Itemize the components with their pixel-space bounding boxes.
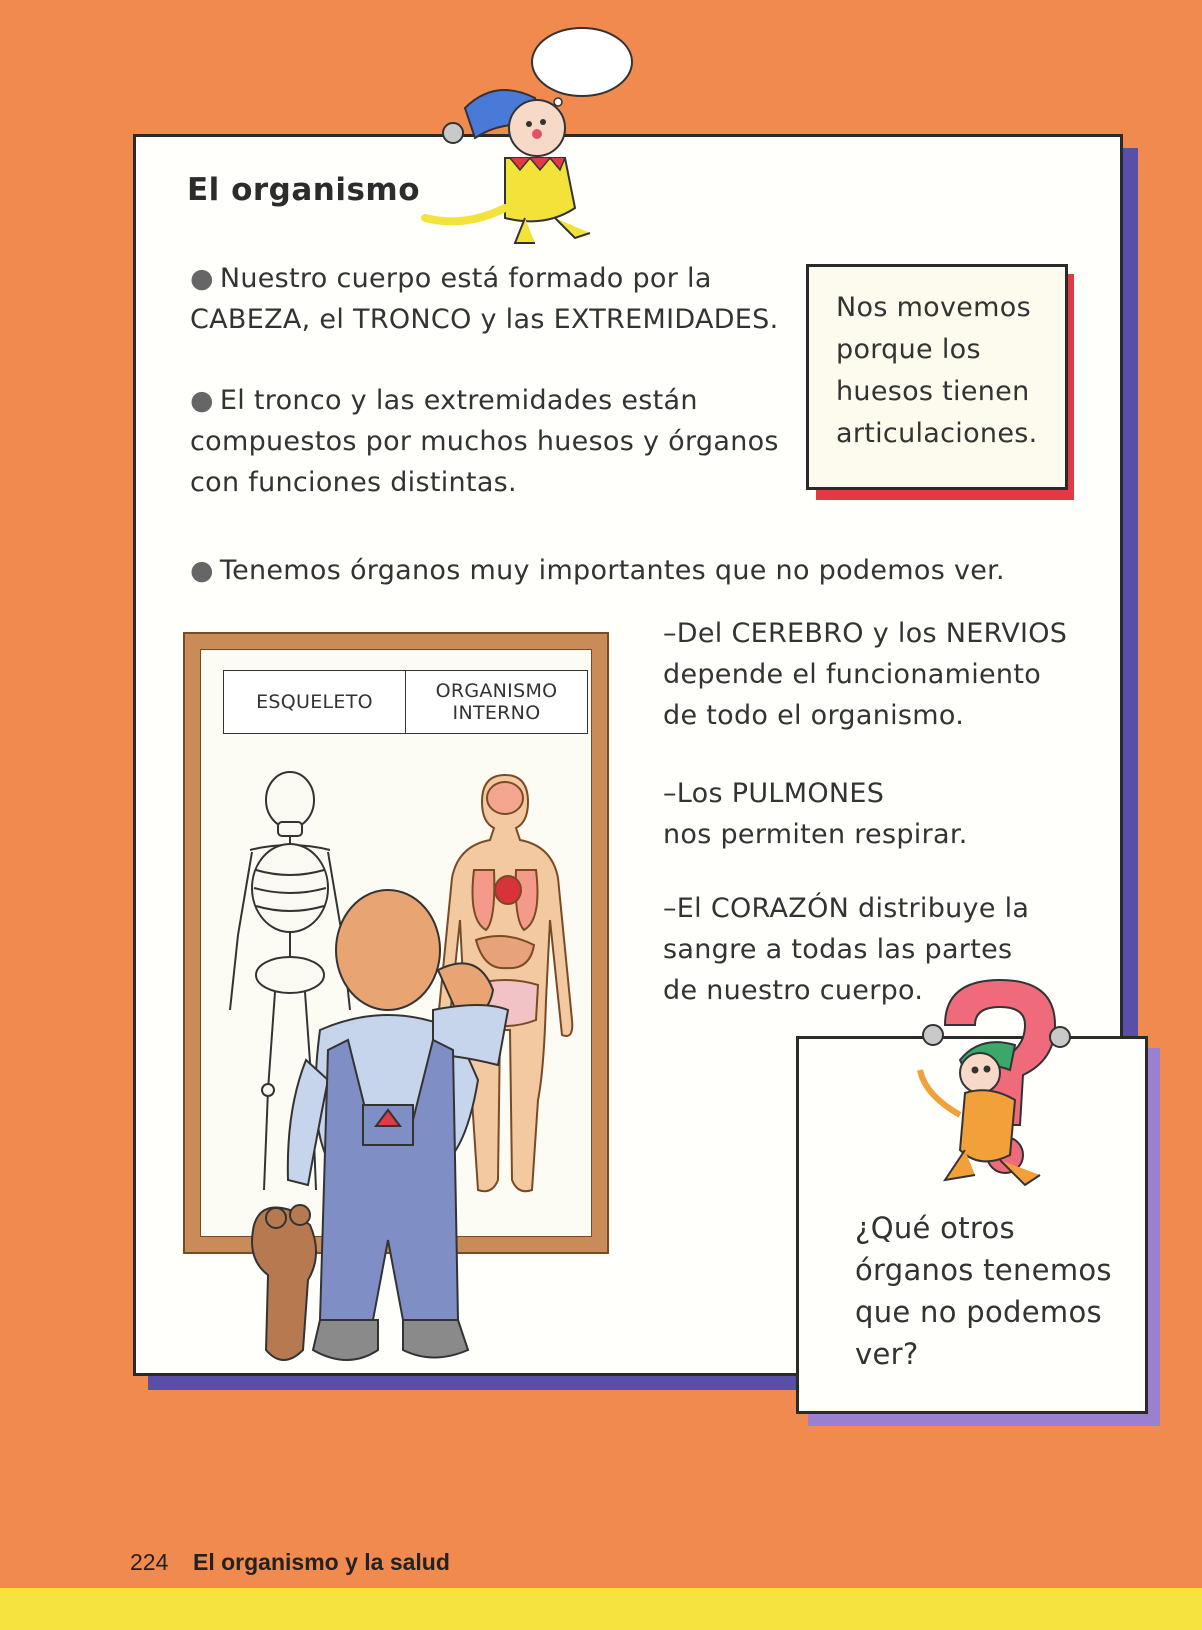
poster-label-skeleton: ESQUELETO — [224, 671, 406, 733]
section-title: El organismo y la salud — [193, 1549, 450, 1575]
question-line: órganos tenemos — [855, 1253, 1112, 1287]
child-with-teddy-illustration — [228, 880, 528, 1400]
bottom-color-strip — [0, 1588, 1202, 1630]
organ-line: –Del CEREBRO y los NERVIOS — [663, 618, 1068, 649]
bullet-trunk-limbs — [190, 380, 779, 503]
bullet-line: Nuestro cuerpo está formado por la — [219, 263, 712, 294]
note-line: porque los — [836, 334, 981, 365]
poster-label-line: INTERNO — [452, 702, 541, 724]
note-line: Nos movemos — [836, 292, 1031, 323]
organ-line: de todo el organismo. — [663, 700, 965, 731]
bullet-body-parts — [190, 258, 779, 340]
note-box — [806, 264, 1068, 490]
bullet-dot-icon: ● — [190, 263, 214, 294]
note-line: articulaciones. — [836, 418, 1038, 449]
organ-line: –Los PULMONES — [663, 778, 885, 809]
bullet-line: con funciones distintas. — [190, 467, 517, 498]
bullet-line: compuestos por muchos huesos y órganos — [190, 426, 779, 457]
elf-question-mark-icon — [905, 975, 1115, 1190]
question-line: ¿Qué otros — [855, 1211, 1015, 1245]
bullet-line: Tenemos órganos muy importantes que no podemos ver. — [219, 555, 1005, 586]
bullet-dot-icon: ● — [190, 385, 214, 416]
bullet-hidden-organs — [190, 550, 1005, 591]
note-line: huesos tienen — [836, 376, 1030, 407]
page-number: 224 — [130, 1549, 169, 1575]
poster-label-internal — [406, 671, 587, 733]
organ-lungs — [663, 773, 968, 855]
bullet-line: El tronco y las extremidades están — [219, 385, 698, 416]
bullet-line: CABEZA, el TRONCO y las EXTREMIDADES. — [190, 304, 779, 335]
organ-line: depende el funcionamiento — [663, 659, 1042, 690]
elf-thinking-icon — [425, 58, 615, 258]
organ-line: de nuestro cuerpo. — [663, 975, 924, 1006]
organ-brain-nerves — [663, 613, 1067, 736]
question-line: ver? — [855, 1337, 919, 1371]
organ-line: –El CORAZÓN distribuye la — [663, 893, 1030, 924]
page-heading: El organismo — [187, 172, 421, 208]
poster-label-line: ORGANISMO — [435, 680, 558, 702]
poster-label-table — [223, 670, 588, 734]
organ-line: sangre a todas las partes — [663, 934, 1013, 965]
question-line: que no podemos — [855, 1295, 1102, 1329]
question-text — [855, 1207, 1112, 1375]
bullet-dot-icon: ● — [190, 555, 214, 586]
organ-line: nos permiten respirar. — [663, 819, 968, 850]
